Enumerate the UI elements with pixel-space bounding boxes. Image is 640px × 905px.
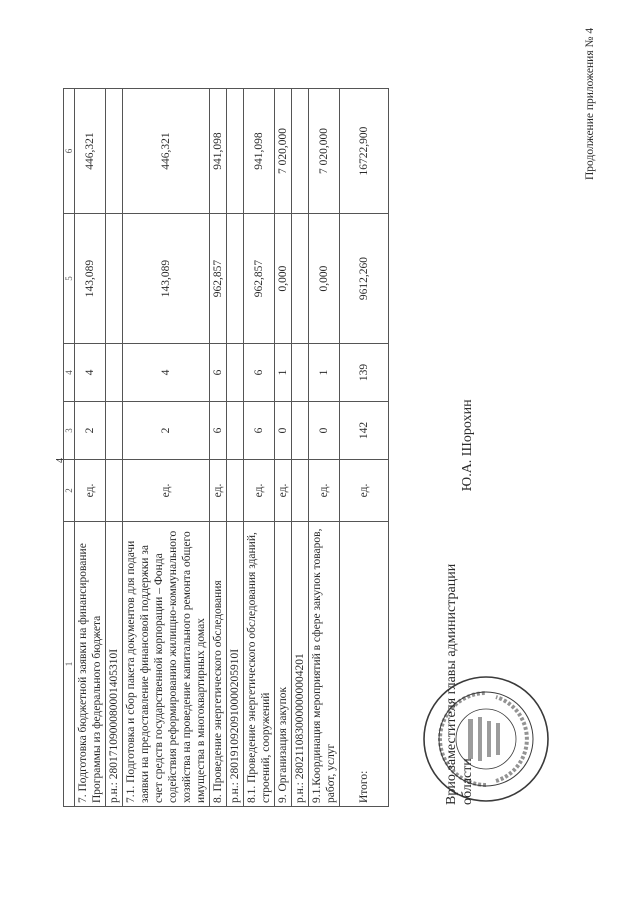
row-col6: 446,321 [123, 89, 210, 214]
row-name: 8.1. Проведение энергетического обследования зданий, строений, сооружений [244, 522, 275, 807]
signer-position-cont: области [460, 758, 475, 805]
row-col3 [227, 402, 244, 460]
row-unit: ед. [275, 460, 292, 522]
row-col3: 6 [244, 402, 275, 460]
row-name: 9. Организация закупок [275, 522, 292, 807]
row-col4: 1 [275, 344, 292, 402]
row-unit: ед. [75, 460, 106, 522]
total-row [340, 89, 389, 807]
report-table [63, 88, 389, 807]
row-col5: 962,857 [244, 214, 275, 344]
row-name: р.н.: 2801710900080001405310I [106, 522, 123, 807]
signer-line [460, 399, 476, 805]
row-name: 7.1. Подготовка и сбор пакета документов для подачи заявки на предоставление финансовой поддержки за счет средств государственной корпорации – Фонда содействия реформированию жилищно-коммунального хозяйства на проведение капитального ремонта общего имущества в многоквартирных домах [123, 522, 210, 807]
column-number: 2 [64, 460, 75, 522]
table-row [309, 89, 340, 807]
row-col6: 7 020,000 [275, 89, 292, 214]
row-unit: ед. [309, 460, 340, 522]
row-col4 [292, 344, 309, 402]
row-col5: 9612,260 [340, 214, 389, 344]
row-col6: 446,321 [75, 89, 106, 214]
row-col5: 143,089 [123, 214, 210, 344]
table-row [75, 89, 106, 807]
column-number: 5 [64, 214, 75, 344]
row-unit [106, 460, 123, 522]
row-col6: 7 020,000 [309, 89, 340, 214]
row-name: Итого: [340, 522, 389, 807]
column-number: 3 [64, 402, 75, 460]
row-col4: 1 [309, 344, 340, 402]
row-col6: 941,098 [210, 89, 227, 214]
row-name: 9.1.Координация мероприятий в сфере закупок товаров, работ, услуг [309, 522, 340, 807]
table-row [227, 89, 244, 807]
column-number-row [64, 89, 75, 807]
row-col6 [106, 89, 123, 214]
row-col3: 0 [309, 402, 340, 460]
row-col3 [292, 402, 309, 460]
row-unit [292, 460, 309, 522]
row-col5 [106, 214, 123, 344]
header-note: Продолжение приложения № 4 [584, 27, 596, 180]
row-unit [227, 460, 244, 522]
signer-position: Врио заместителя главы администрации [444, 563, 459, 805]
row-col6: 16722,900 [340, 89, 389, 214]
row-name: 8. Проведение энергетического обследования [210, 522, 227, 807]
row-col3: 142 [340, 402, 389, 460]
row-unit: ед. [123, 460, 210, 522]
row-col4 [227, 344, 244, 402]
page-number: 4 [55, 458, 66, 463]
row-unit: ед. [244, 460, 275, 522]
row-col5: 962,857 [210, 214, 227, 344]
table-row [106, 89, 123, 807]
row-col5: 0,000 [309, 214, 340, 344]
row-col3: 2 [75, 402, 106, 460]
row-col4: 6 [244, 344, 275, 402]
row-name: 7. Подготовка бюджетной заявки на финансирование Программы из федерального бюджета [75, 522, 106, 807]
row-col3: 0 [275, 402, 292, 460]
row-name: р.н.: 2801910920910000205910I [227, 522, 244, 807]
row-col6 [227, 89, 244, 214]
row-col4: 6 [210, 344, 227, 402]
table-row [275, 89, 292, 807]
column-number: 1 [64, 522, 75, 807]
row-col6 [292, 89, 309, 214]
row-col5: 143,089 [75, 214, 106, 344]
signature-block [444, 399, 476, 805]
row-unit: ед. [210, 460, 227, 522]
row-unit: ед. [340, 460, 389, 522]
row-col5 [227, 214, 244, 344]
row-col5: 0,000 [275, 214, 292, 344]
column-number: 6 [64, 89, 75, 214]
signer-name: Ю.А. Шорохин [460, 399, 475, 492]
column-number: 4 [64, 344, 75, 402]
table-row [292, 89, 309, 807]
row-col3: 2 [123, 402, 210, 460]
row-col3: 6 [210, 402, 227, 460]
table-row [210, 89, 227, 807]
row-col4: 4 [75, 344, 106, 402]
row-col5 [292, 214, 309, 344]
row-col6: 941,098 [244, 89, 275, 214]
row-col4: 4 [123, 344, 210, 402]
row-col4 [106, 344, 123, 402]
table-row [244, 89, 275, 807]
official-stamp-icon [420, 673, 552, 805]
row-col3 [106, 402, 123, 460]
row-name: р.н.: 2802110830000000004201 [292, 522, 309, 807]
row-col4: 139 [340, 344, 389, 402]
table-row [123, 89, 210, 807]
